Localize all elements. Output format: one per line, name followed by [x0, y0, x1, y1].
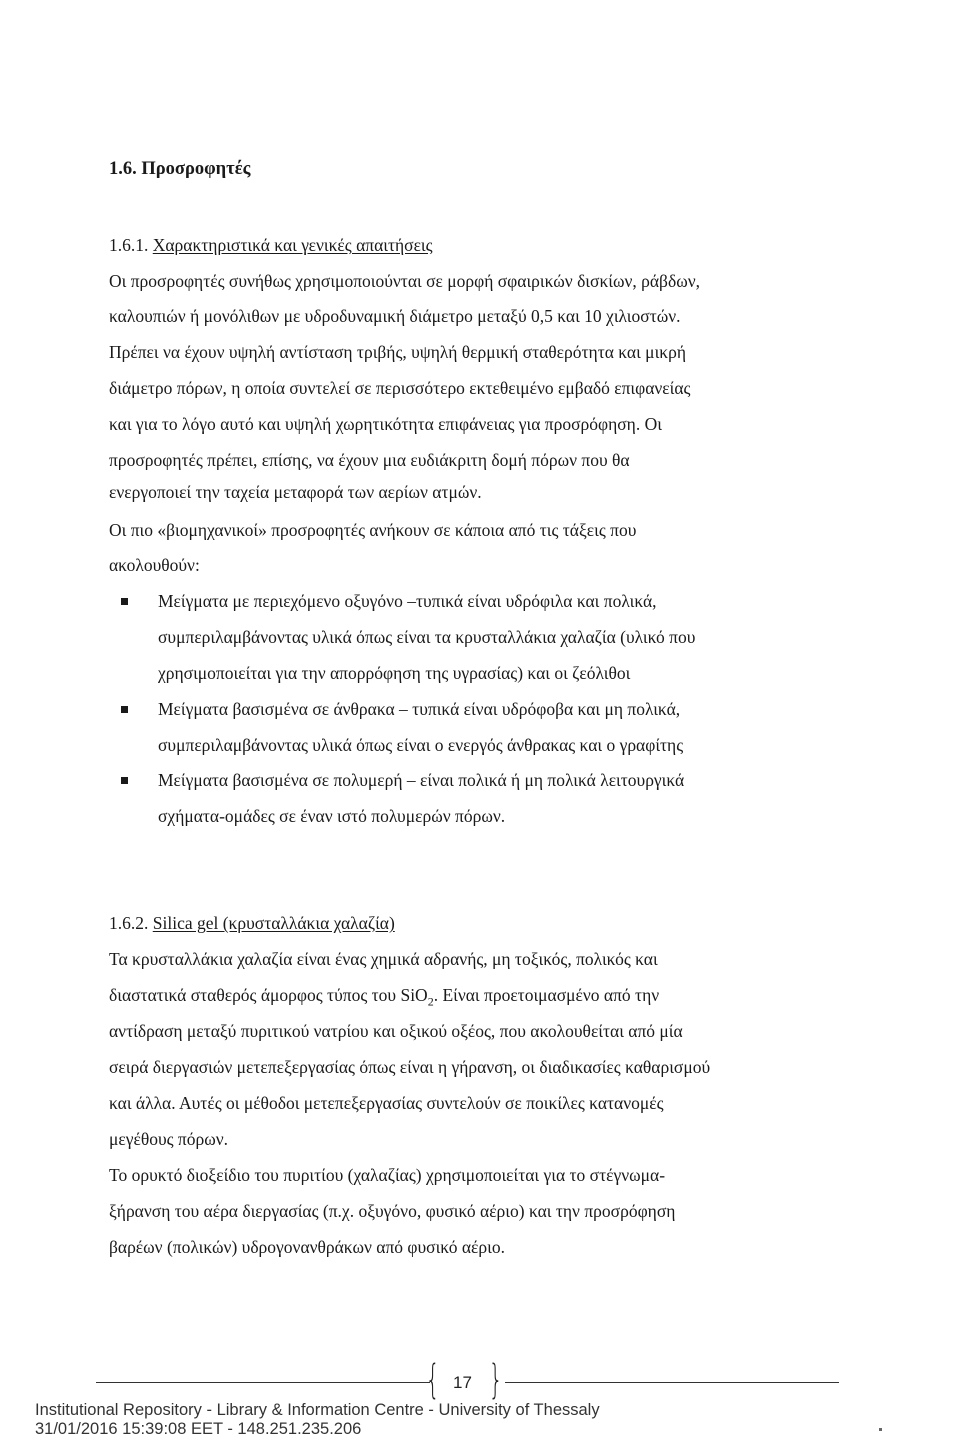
subscript: 2: [427, 994, 434, 1009]
bullet-line: Μείγματα βασισμένα σε άνθρακα – τυπικά είναι υδρόφοβα και μη πολικά,: [158, 699, 681, 719]
subsection-title-1: Χαρακτηριστικά και γενικές απαιτήσεις: [152, 235, 433, 255]
paragraph-line: Το ορυκτό διοξείδιο του πυριτίου (χαλαζίας) χρησιμοποιείται για το στέγνωμα-: [109, 1165, 666, 1185]
paragraph-line: και για το λόγο αυτό και υψηλή χωρητικότητα επιφάνειας για προσρόφηση. Οι: [109, 414, 662, 434]
bullet-marker: [121, 706, 128, 713]
bullet-marker: [121, 598, 128, 605]
paragraph-line: ενεργοποιεί την ταχεία μεταφορά των αερίων ατμών.: [109, 482, 482, 502]
subsection-number-2: 1.6.2.: [109, 913, 149, 933]
paragraph-line: σειρά διεργασιών μετεπεξεργασίας όπως είναι η γήρανση, οι διαδικασίες καθαρισμού: [109, 1057, 711, 1077]
page-number: 17: [453, 1373, 472, 1392]
text-run: . Είναι προετοιμασμένο από την: [433, 985, 660, 1005]
bullet-line: χρησιμοποιείται για την απορρόφηση της υγρασίας) και οι ζεόλιθοι: [158, 663, 631, 683]
section-heading: 1.6. Προσροφητές: [109, 159, 251, 179]
paragraph-line: προσροφητές πρέπει, επίσης, να έχουν μια ευδιάκριτη δομή πόρων που θα: [109, 450, 630, 470]
text-run: διαστατικά σταθερός άμορφος τύπος του SiO: [109, 985, 428, 1005]
scan-dot: [879, 1428, 882, 1431]
download-timestamp: 31/01/2016 15:39:08 EET - 148.251.235.206: [35, 1420, 362, 1438]
paragraph-line: και άλλα. Αυτές οι μέθοδοι μετεπεξεργασίας συντελούν σε ποικίλες κατανομές: [109, 1093, 664, 1113]
subsection-heading-2: [109, 912, 395, 934]
subsection-number-1: 1.6.1.: [109, 235, 149, 255]
paragraph-line: μεγέθους πόρων.: [109, 1129, 229, 1149]
footer-rule-right: [505, 1382, 839, 1383]
paragraph-line: διάμετρο πόρων, η οποία συντελεί σε περισσότερο εκτεθειμένο εμβαδό επιφανείας: [109, 378, 691, 398]
bullet-line: Μείγματα βασισμένα σε πολυμερή – είναι πολικά ή μη πολικά λειτουργικά: [158, 770, 685, 790]
paragraph-line: Τα κρυσταλλάκια χαλαζία είναι ένας χημικά αδρανής, μη τοξικός, πολικός και: [109, 949, 658, 969]
subsection-title-2: Silica gel (κρυσταλλάκια χαλαζία): [152, 913, 395, 933]
right-brace-icon: }: [488, 1357, 503, 1403]
paragraph-line: Οι πιο «βιομηχανικοί» προσροφητές ανήκουν σε κάποια από τις τάξεις που: [109, 520, 637, 540]
left-brace-icon: {: [425, 1357, 440, 1403]
paragraph-line: καλουπιών ή μονόλιθων με υδροδυναμική διάμετρο μεταξύ 0,5 και 10 χιλιοστών.: [109, 306, 681, 326]
paragraph-line: ξήρανση του αέρα διεργασίας (π.χ. οξυγόνο, φυσικό αέριο) και την προσρόφηση: [109, 1201, 676, 1221]
bullet-marker: [121, 777, 128, 784]
bullet-line: Μείγματα με περιεχόμενο οξυγόνο –τυπικά είναι υδρόφιλα και πολικά,: [158, 591, 657, 611]
bullet-line: συμπεριλαμβάνοντας υλικά όπως είναι τα κρυσταλλάκια χαλαζία (υλικό που: [158, 627, 696, 647]
footer-rule-left: [96, 1382, 430, 1383]
paragraph-line: Οι προσροφητές συνήθως χρησιμοποιούνται σε μορφή σφαιρικών δισκίων, ράβδων,: [109, 271, 701, 291]
bullet-line: συμπεριλαμβάνοντας υλικά όπως είναι ο ενεργός άνθρακας και ο γραφίτης: [158, 735, 684, 755]
subsection-heading-1: [109, 234, 433, 256]
paragraph-line: Πρέπει να έχουν υψηλή αντίσταση τριβής, υψηλή θερμική σταθερότητα και μικρή: [109, 342, 686, 362]
paragraph-line: βαρέων (πολικών) υδρογονανθράκων από φυσικό αέριο.: [109, 1237, 505, 1257]
paragraph-line: [109, 984, 659, 1013]
paragraph-line: ακολουθούν:: [109, 555, 200, 575]
paragraph-line: αντίδραση μεταξύ πυριτικού νατρίου και οξικού οξέος, που ακολουθείται από μία: [109, 1021, 683, 1041]
repository-credit: Institutional Repository - Library & Information Centre - University of Thessaly: [35, 1401, 600, 1419]
bullet-line: σχήματα-ομάδες σε έναν ιστό πολυμερών πόρων.: [158, 806, 506, 826]
